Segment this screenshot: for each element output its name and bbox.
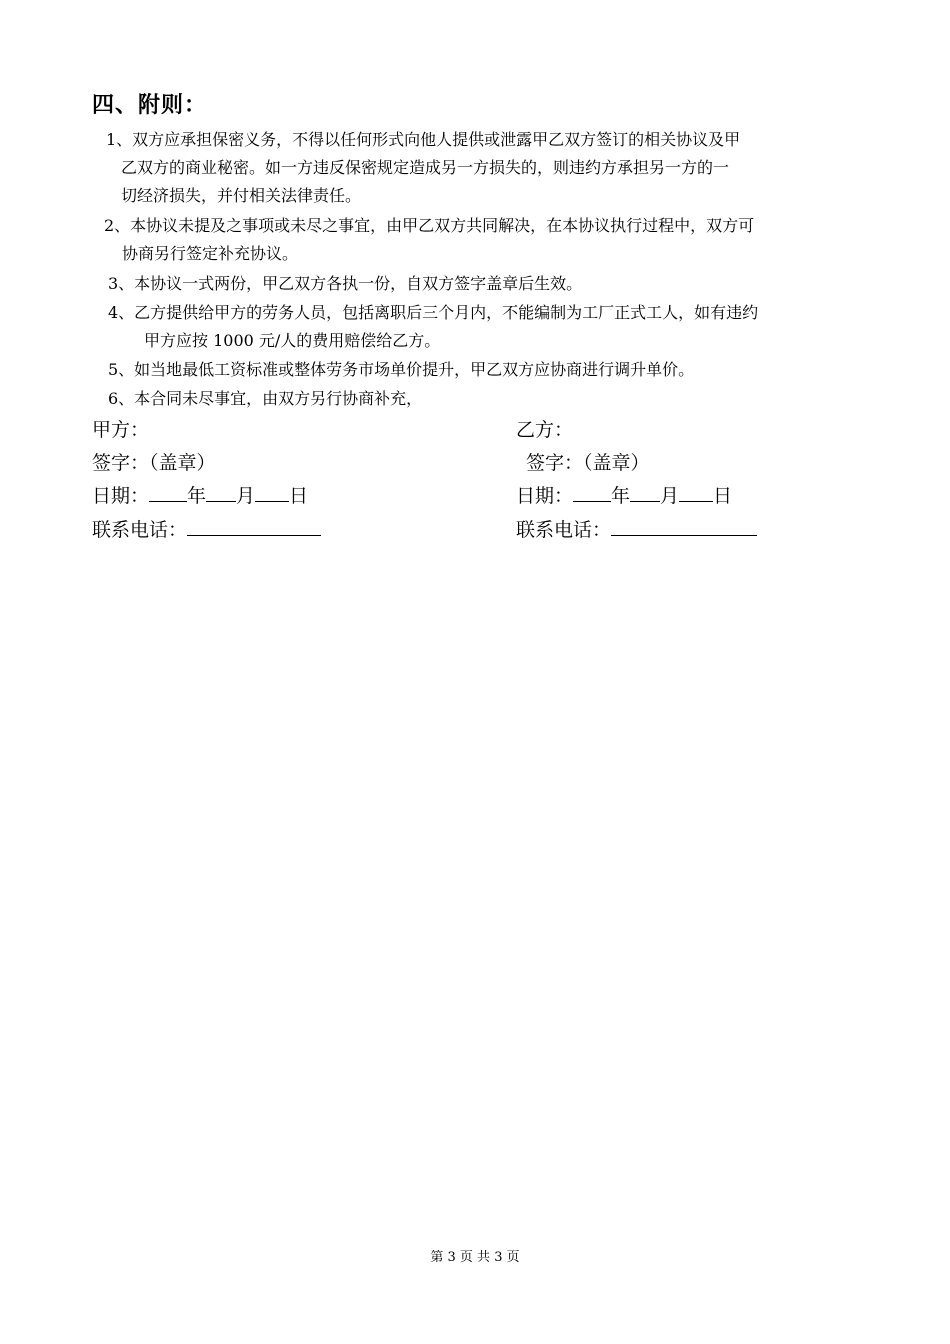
clause-line: 乙双方的商业秘密。如一方违反保密规定造成另一方损失的，则违约方承担另一方的一	[121, 158, 730, 177]
clause-line: 切经济损失，并付相关法律责任。	[121, 186, 362, 205]
year-blank	[573, 483, 611, 502]
clause-2	[104, 212, 754, 268]
clause-line: 1、双方应承担保密义务，不得以任何形式向他人提供或泄露甲乙双方签订的相关协议及甲	[106, 130, 741, 149]
date-label: 日期：	[516, 485, 574, 507]
clause-3	[108, 270, 582, 298]
phone-label: 联系电话：	[516, 519, 612, 541]
month-label: 月	[660, 485, 680, 507]
clause-line: 6、本合同未尽事宜，由双方另行协商补充，	[108, 389, 423, 408]
party-a-label: 甲方：	[92, 419, 150, 441]
day-blank	[255, 483, 289, 502]
day-label: 日	[289, 485, 309, 507]
month-blank	[630, 483, 660, 502]
year-label: 年	[187, 485, 207, 507]
party-b-sign: 签字：（盖章）	[526, 452, 650, 474]
clause-line: 2、本协议未提及之事项或未尽之事宜，由甲乙双方共同解决，在本协议执行过程中，双方可	[104, 216, 755, 235]
date-label: 日期：	[92, 485, 150, 507]
month-blank	[206, 483, 236, 502]
year-blank	[149, 483, 187, 502]
clause-1	[106, 126, 740, 210]
party-b-phone	[516, 516, 757, 544]
section-title: 四、附则：	[92, 92, 208, 118]
day-label: 日	[713, 485, 733, 507]
month-label: 月	[236, 485, 256, 507]
party-b-label: 乙方：	[516, 419, 574, 441]
party-a-date	[92, 482, 308, 510]
clause-line: 协商另行签定补充协议。	[122, 244, 299, 263]
clause-line: 甲方应按 1000 元/人的费用赔偿给乙方。	[144, 331, 441, 350]
phone-label: 联系电话：	[92, 519, 188, 541]
phone-blank	[187, 517, 321, 536]
clause-4	[108, 299, 758, 355]
day-blank	[679, 483, 713, 502]
phone-blank	[611, 517, 757, 536]
clause-line: 5、如当地最低工资标准或整体劳务市场单价提升，甲乙双方应协商进行调升单价。	[108, 360, 695, 379]
party-b-date	[516, 482, 732, 510]
page-footer: 第 3 页 共 3 页	[430, 1250, 520, 1265]
year-label: 年	[611, 485, 631, 507]
clause-6	[108, 385, 422, 413]
clause-5	[108, 356, 694, 384]
party-a-sign: 签字：（盖章）	[92, 452, 216, 474]
clause-line: 3、本协议一式两份，甲乙双方各执一份，自双方签字盖章后生效。	[108, 274, 583, 293]
clause-line: 4、乙方提供给甲方的劳务人员，包括离职后三个月内，不能编制为工厂正式工人，如有违约	[108, 303, 759, 322]
party-a-phone	[92, 516, 321, 544]
